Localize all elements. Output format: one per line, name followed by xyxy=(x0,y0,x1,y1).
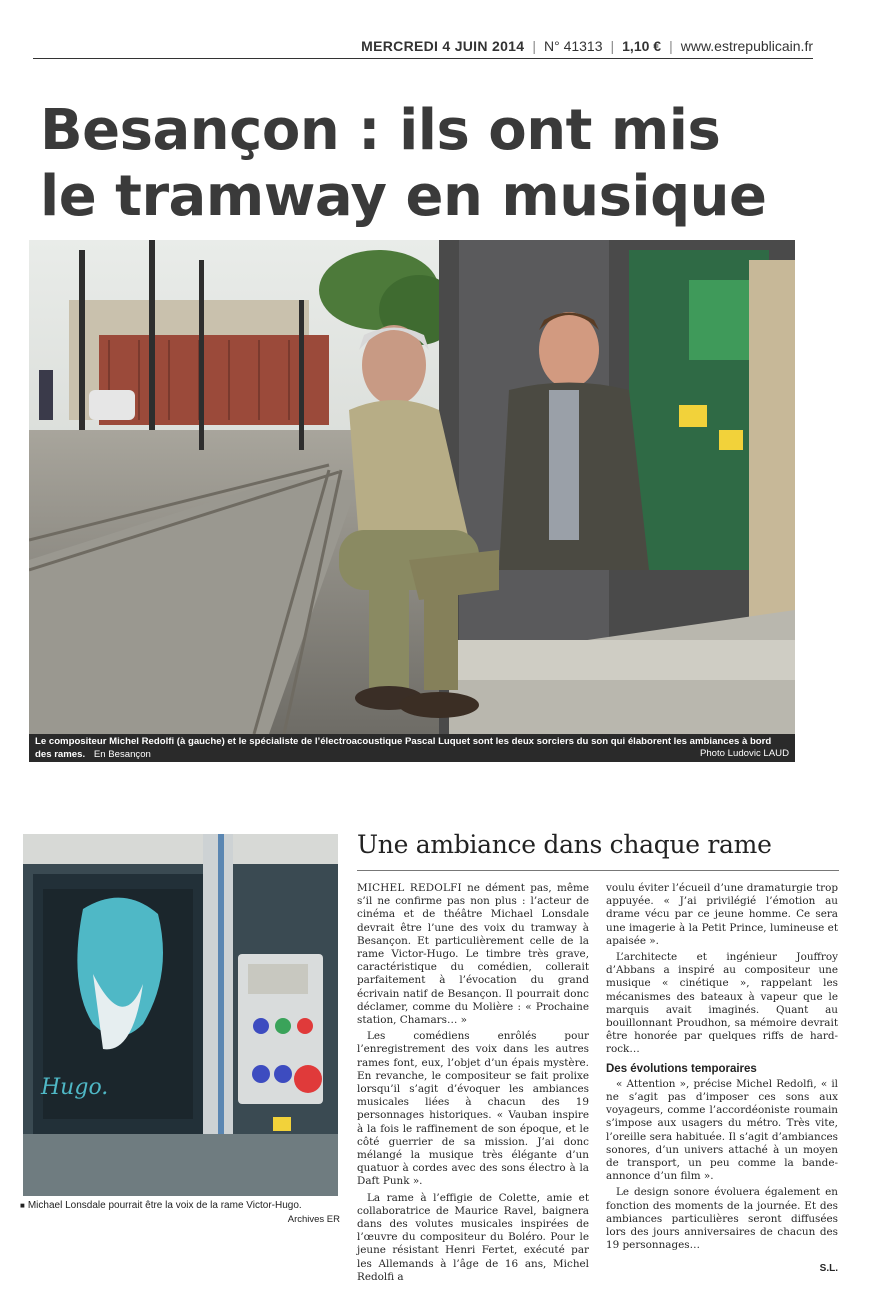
main-photo-illustration xyxy=(29,240,795,734)
main-caption-location: En Besançon xyxy=(93,749,151,760)
separator: | xyxy=(669,38,673,54)
tram-illustration xyxy=(23,834,338,1196)
headline xyxy=(40,98,860,230)
main-photo-caption xyxy=(29,734,795,762)
website-link[interactable]: www.estrepublicain.fr xyxy=(680,38,813,54)
section-subhead: Des évolutions temporaires xyxy=(606,1062,757,1075)
issue-date: MERCREDI 4 JUIN 2014 xyxy=(361,38,525,54)
paragraph: L’architecte et ingénieur Jouffroy d’Abbans a inspiré au compositeur une musique « cinétique », rappelant les mécanismes des bateaux à vapeur que le marquis avait imaginés. Quant au bouillonnant Proudhon, sa mémoire devrait être honorée par quelques riffs de hard-rock… xyxy=(606,951,838,1056)
main-photo-credit: Photo Ludovic LAUD xyxy=(699,748,789,759)
paragraph-text: ne dément pas, même s’il ne confirme pas non plus : l’acteur de cinéma et de théâtre Michael Lonsdale devrait être l’une des voix du tramway à Besançon. Et particulièrement celle de la rame Victor-Hugo. Le timbre très grave, caractéristique du comédien, collerait parfaitement à l’évocation du grand écrivain natif de Besançon. Il pourrait donc déclamer, comme du Molière : « Prochaine station, Chamars… » xyxy=(357,882,589,1027)
paragraph: « Attention », précise Michel Redolfi, « il ne s’agit pas d’imposer ces sons aux voyageurs, comme l’accordéoniste roumain s’impose aux usagers du métro. Très vite, l’oreille sera habituée. Il s’agit d’ambiances sonores, d’un univers attaché à un moyen de transport, un peu comme la bande-annonce d’un film ». xyxy=(606,1077,838,1183)
secondary-photo-caption xyxy=(20,1199,340,1227)
paragraph: voulu éviter l’écueil d’une dramaturgie trop appuyée. « J’ai privilégié l’émotion au drame vécu par ce jeune homme. Ce sera une imagerie à la Petit Prince, lumineuse et apaisée ». xyxy=(606,882,838,947)
main-photo xyxy=(29,240,795,734)
headline-line-1: Besançon : ils ont mis xyxy=(40,98,721,163)
article-column-1 xyxy=(357,882,589,1287)
issue-price: 1,10 € xyxy=(622,38,662,54)
separator: | xyxy=(610,38,615,54)
secondary-photo xyxy=(23,834,338,1196)
issue-number: N° 41313 xyxy=(543,38,603,54)
paragraph: Les comédiens enrôlés pour l’enregistrement des voix dans les autres rames font, eux, l’objet d’un épais mystère. En revanche, le compositeur se fait prolixe lorsqu’il s’agit d’évoquer les ambiances musicales liées à chacun des 19 personnages historiques. « Vauban inspire à la fois le raffinement de son époque, et le côté guerrier de sa mission. J’ai donc mélangé la musique très élégante d’un quatuor à cordes avec des sons électro à la Daft Punk ». xyxy=(357,1030,589,1188)
article-column-2 xyxy=(606,882,838,1276)
paragraph: La rame à l’effigie de Colette, amie et collaboratrice de Maurice Ravel, baignera dans des volutes musicales inspirées de l’œuvre du compositeur du Boléro. Pour le jeune résistant Henri Fertet, exécuté par les Allemands à l’âge de 16 ans, Michel Redolfi a xyxy=(357,1191,589,1283)
title-divider xyxy=(357,870,839,871)
headline-line-2: le tramway en musique xyxy=(40,164,767,229)
lead-name: MICHEL REDOLFI xyxy=(357,882,462,894)
tram-label: Hugo. xyxy=(41,1075,109,1100)
paragraph: Le design sonore évoluera également en fonction des moments de la journée. Et des ambiances particulières seront diffusées lors des jours anniversaires de chacun des 19 personnages… xyxy=(606,1186,838,1252)
article-title: Une ambiance dans chaque rame xyxy=(357,830,772,859)
separator: | xyxy=(532,38,536,54)
main-caption-text: Le compositeur Michel Redolfi (à gauche) et le spécialiste de l’électroacoustique Pascal Luquet sont les deux sorciers du son qui élaborent les ambiances à bord des rames. xyxy=(35,736,772,760)
square-bullet-icon: ■ xyxy=(20,1201,25,1210)
author-signature: S.L. xyxy=(819,1263,838,1275)
secondary-caption-text: Michael Lonsdale pourrait être la voix de la rame Victor-Hugo. xyxy=(27,1200,302,1211)
paragraph xyxy=(357,882,589,1027)
masthead xyxy=(33,34,813,59)
secondary-photo-credit: Archives ER xyxy=(287,1214,340,1225)
